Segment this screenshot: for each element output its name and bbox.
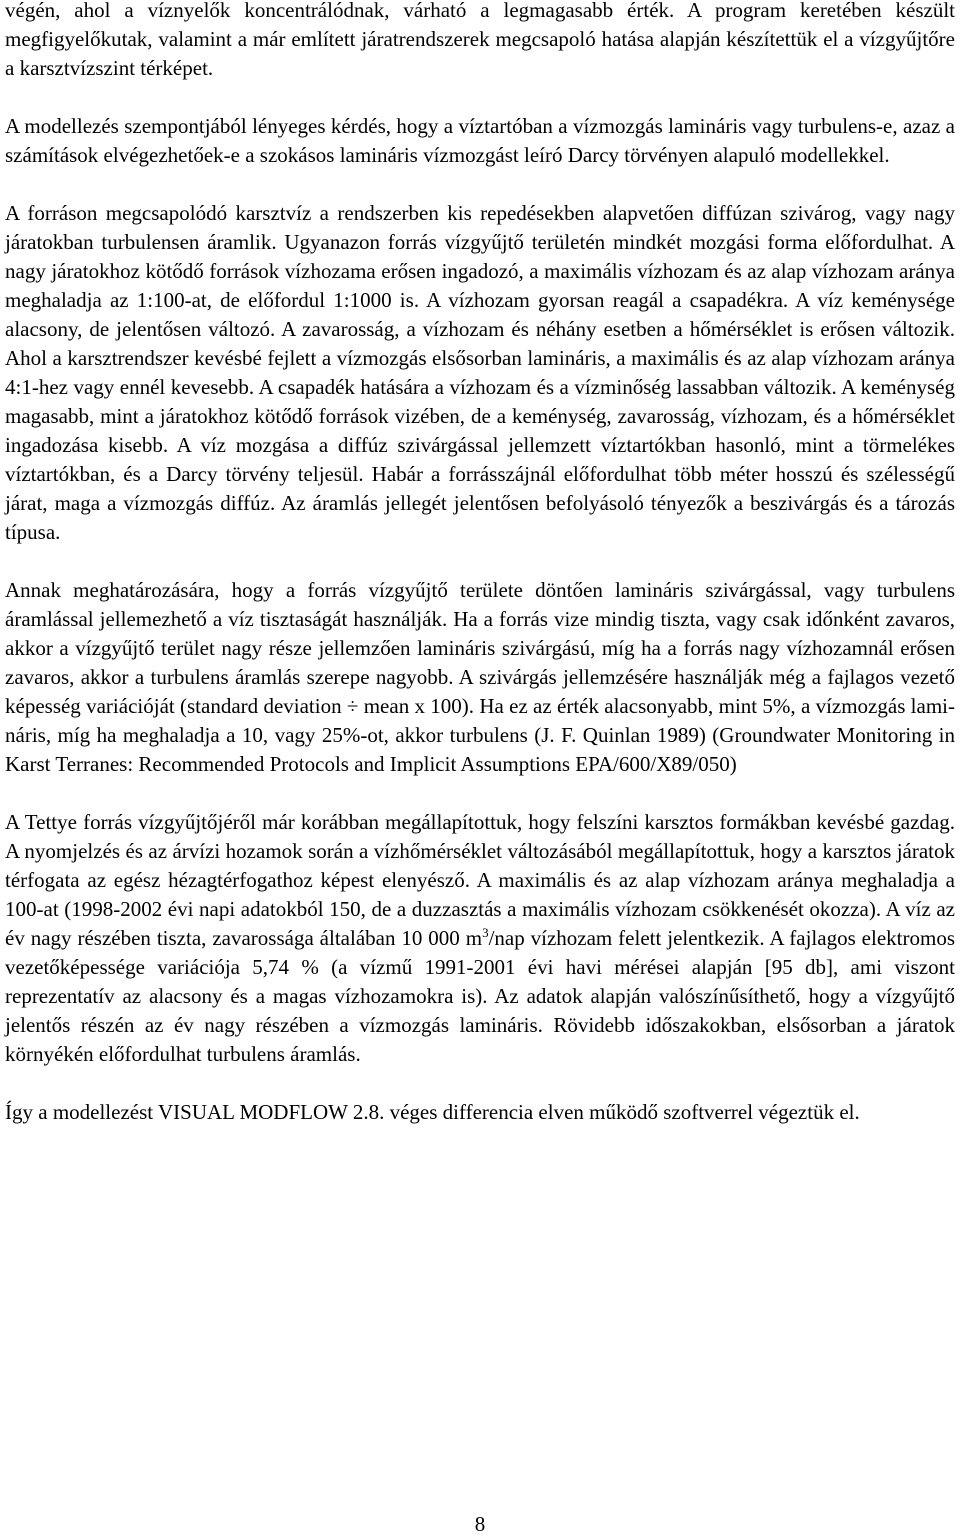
document-page bbox=[5, 0, 955, 1127]
page-number: 8 bbox=[474, 1512, 486, 1536]
paragraph-karst-water-level-map: végén, ahol a víznyelők koncentrálódnak, várható a legmagasabb érték. A program keretében készült megfigyelőkutak, valamint a már említett járatrendszerek megcsapoló hatása alapján készítettük el a vízgyűjtőre a karsztvízszint térképet. bbox=[5, 0, 955, 80]
paragraph-karst-flow-characteristics: A forráson megcsapolódó karsztvíz a rendszerben kis repedésekben alapvetően diffúzan szivárog, vagy nagy járatokban turbulensen áramlik. Ugyanazon forrás vízgyűjtő területén mindkét mozgási forma előfordulhat. A nagy járatokhoz kötődő források vízhozama erősen ingadozó, a maximális vízhozam és az alap vízhozam aránya meghaladja az 1:100-at, de előfordul 1:1000 is. A vízhozam gyorsan reagál a csapadékra. A víz keménysége alacsony, de jelentősen változó. A zavarosság, a vízhozam és néhány esetben a hőmérséklet is erősen változik. Ahol a karsztrendszer kevésbé fejlett a vízmozgás elsősorban lamináris, a maximális és az alap vízhozam aránya 4:1-hez vagy ennél kevesebb. A csapadék hatására a vízhozam és a vízminőség lassabban változik. A keménység magasabb, mint a járatokhoz kötődő források vizében, de a keménység, zavarosság, vízhozam, és a hőmérséklet ingadozása kisebb. A víz mozgása a diffúz szivárgással jellemzett víztartókban hasonló, mint a törmelékes víztartókban, és a Darcy törvény teljesül. Habár a forrásszájnál előfordulhat több méter hosszú és szélességű járat, maga a vízmozgás diffúz. Az áramlás jellegét jelentősen befolyásoló tényezők a beszivárgás és a tározás típusa. bbox=[5, 201, 955, 544]
cubic-superscript: 3 bbox=[482, 925, 489, 940]
paragraph-tettye-spring bbox=[5, 808, 955, 1069]
paragraph-tettye-text-1: A Tettye forrás vízgyűjtőjéről már korábban megállapítottuk, hogy felszíni karsztos formákban kevésbé gazdag. A nyomjelzés és az árvízi hozamok során a vízhőmérséklet változásából megállapítottuk, hogy a karsztos járatok térfogata az egész hézagtérfogathoz képest elenyésző. A maximális és az alap vízhozam aránya meghaladja a 100-at (1998-2002 évi napi adatokból 150, de a duzzasztás a maximális vízhozam csökkenését okozza). A víz az év nagy részében tiszta, zavarossága általában 10 000 m bbox=[5, 810, 955, 950]
paragraph-flow-type-determination: Annak meghatározására, hogy a forrás vízgyűjtő területe döntően lamináris szivárgással, vagy turbulens áramlással jellemezhető a víz tisztaságát használják. Ha a forrás vize mindig tiszta, vagy csak időnként zavaros, akkor a vízgyűjtő terület nagy része jellemzően lamináris szivárgású, míg ha a forrás nagy vízhozamnál erősen zavaros, akkor a turbulens áramlás szerepe nagyobb. A szivárgás jellemzésére használják még a fajlagos vezető képesség variációját (standard deviation ÷ mean x 100). Ha ez az érték alacsonyabb, mint 5%, a vízmozgás lamináris, míg ha meghaladja a 10, vagy 25%-ot, akkor turbulens (J. F. Quinlan 1989) (Groundwater Monitoring in Karst Terranes: Recommended Protocols and Implicit Assumptions EPA/600/X89/050) bbox=[5, 578, 955, 776]
paragraph-modflow: Így a modellezést VISUAL MODFLOW 2.8. véges differencia elven működő szoftverrel végeztük el. bbox=[5, 1100, 860, 1124]
paragraph-laminar-turbulent-question: A modellezés szempontjából lényeges kérdés, hogy a víztartóban a vízmozgás lamináris vagy turbulens-e, azaz a számítások elvégezhetőek-e a szokásos lamináris vízmozgást leíró Darcy törvényen alapuló modellekkel. bbox=[5, 114, 955, 167]
paragraph-tettye-text-2: /nap vízhozam felett jelentkezik. A fajlagos elektromos vezetőképessége variációja 5,74 % (a vízmű 1991-2001 évi havi mérései alapján [95 db], ami viszont reprezentatív az alacsony és a magas vízhozamokra is). Az adatok alapján valószínűsíthető, hogy a vízgyűjtő jelentős részén az év nagy részében a vízmozgás lamináris. Rövidebb időszakokban, elsősorban a járatok környékén előfordulhat turbulens áramlás. bbox=[5, 926, 955, 1066]
